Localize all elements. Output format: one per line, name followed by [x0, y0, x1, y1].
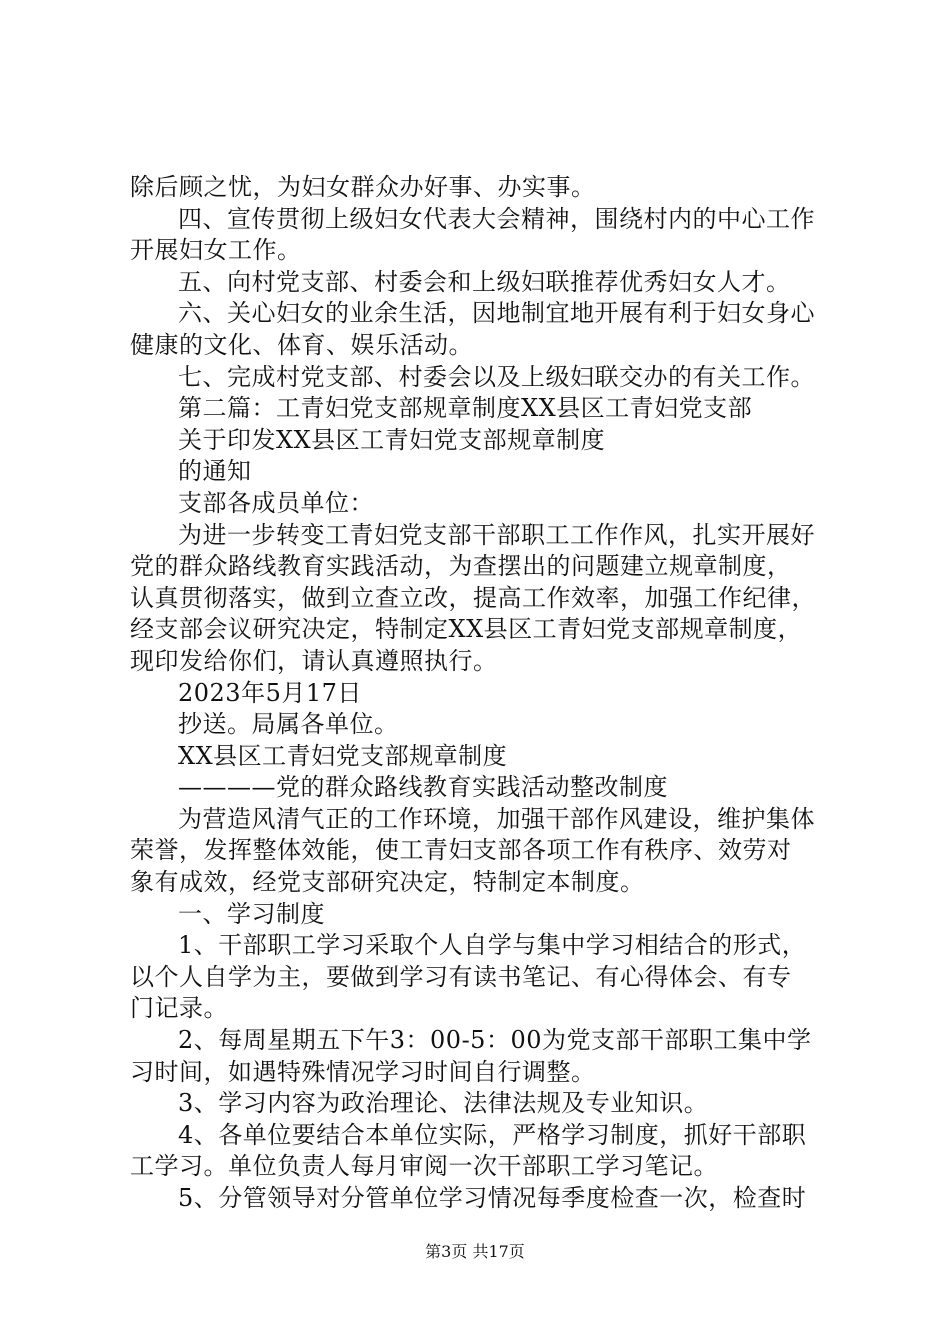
regulation-title: XX县区工青妇党支部规章制度: [178, 741, 508, 770]
text-line: 以个人自学为主，要做到学习有读书笔记、有心得体会、有专: [130, 962, 792, 991]
text-line: 为进一步转变工青妇党支部干部职工工作作风，扎实开展好: [178, 520, 815, 549]
text-line: 2、每周星期五下午3：00-5：00为党支部干部职工集中学: [178, 1026, 812, 1055]
notice-title: 关于印发XX县区工青妇党支部规章制度: [178, 425, 606, 454]
regulation-subtitle: ————党的群众路线教育实践活动整改制度: [178, 773, 668, 802]
text-line: 工学习。单位负责人每月审阅一次干部职工学习笔记。: [130, 1152, 718, 1181]
page-number: 第3页 共17页: [425, 1242, 525, 1261]
text-line: 党的群众路线教育实践活动，为查摆出的问题建立规章制度，: [130, 552, 792, 581]
salutation: 支部各成员单位：: [178, 488, 374, 517]
subsection-heading: 一、学习制度: [178, 899, 325, 928]
text-line: 习时间，如遇特殊情况学习时间自行调整。: [130, 1057, 596, 1086]
text-line: 五、向村党支部、村委会和上级妇联推荐优秀妇女人才。: [178, 267, 791, 296]
text-line: 4、各单位要结合本单位实际，严格学习制度，抓好干部职: [178, 1120, 807, 1149]
text-line: 开展妇女工作。: [130, 236, 302, 265]
notice-title: 的通知: [178, 457, 252, 486]
text-line: 除后顾之忧，为妇女群众办好事、办实事。: [130, 173, 596, 201]
text-line: 七、完成村党支部、村委会以及上级妇联交办的有关工作。: [178, 362, 815, 391]
document-body: [130, 172, 842, 1215]
document-date: 2023年5月17日: [178, 678, 362, 707]
text-line: 门记录。: [130, 994, 228, 1023]
cc-line: 抄送。局属各单位。: [178, 710, 399, 739]
text-line: 六、关心妇女的业余生活，因地制宜地开展有利于妇女身心: [178, 299, 815, 328]
text-line: 四、宣传贯彻上级妇女代表大会精神，围绕村内的中心工作: [178, 204, 815, 233]
text-line: 5、分管领导对分管单位学习情况每季度检查一次，检查时: [178, 1184, 807, 1212]
text-line: 1、干部职工学习采取个人自学与集中学习相结合的形式，: [178, 931, 807, 960]
section-heading: 第二篇：工青妇党支部规章制度XX县区工青妇党支部: [178, 394, 753, 423]
text-line: 荣誉，发挥整体效能，使工青妇支部各项工作有秩序、效劳对: [130, 836, 792, 865]
text-line: 象有成效，经党支部研究决定，特制定本制度。: [130, 868, 645, 897]
text-line: 经支部会议研究决定，特制定XX县区工青妇党支部规章制度，: [130, 615, 803, 644]
text-line: 现印发给你们，请认真遵照执行。: [130, 646, 498, 675]
text-line: 3、学习内容为政治理论、法律法规及专业知识。: [178, 1089, 709, 1118]
text-line: 健康的文化、体育、娱乐活动。: [130, 330, 473, 359]
text-line: 为营造风清气正的工作环境，加强干部作风建设，维护集体: [178, 804, 815, 833]
text-line: 认真贯彻落实，做到立查立改，提高工作效率，加强工作纪律，: [130, 583, 816, 612]
